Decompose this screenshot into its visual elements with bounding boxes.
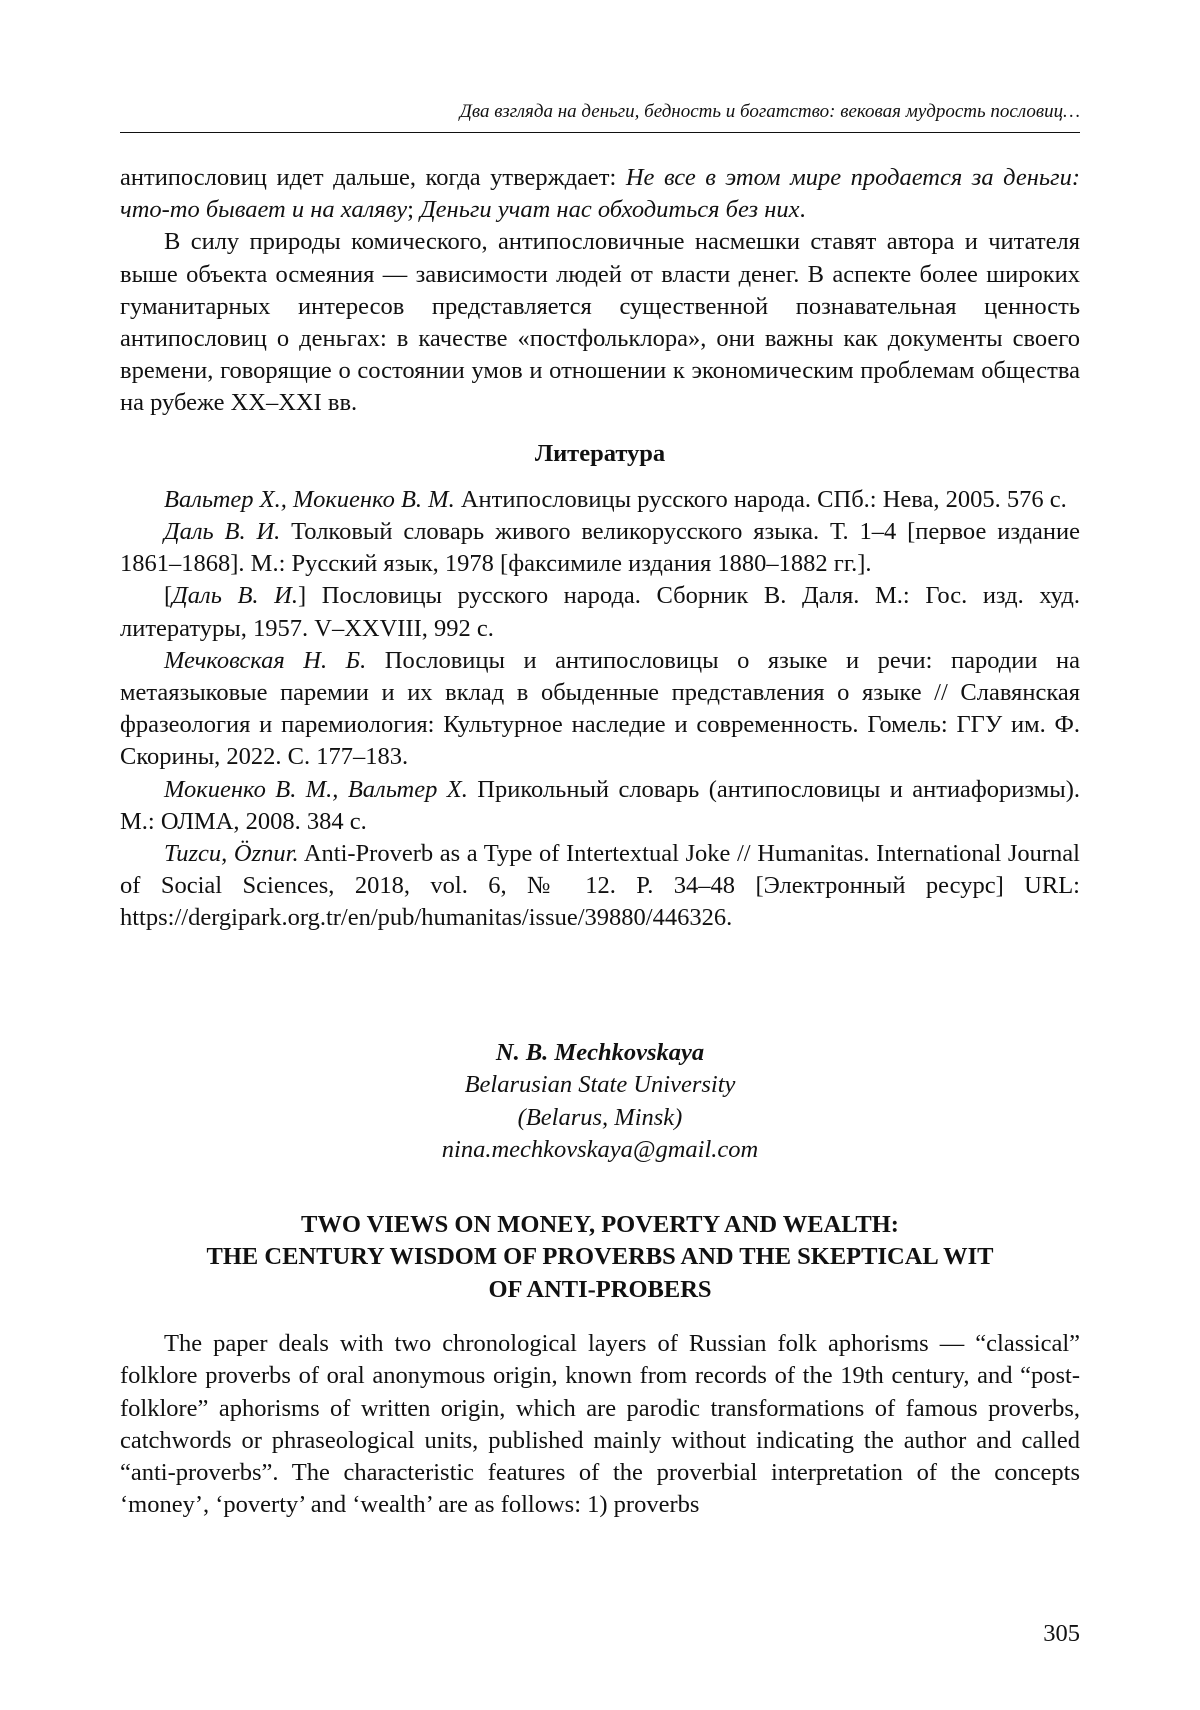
p1-lead: антипословиц идет дальше, когда утверждает: bbox=[120, 164, 626, 191]
reference-author: Мечковская Н. Б. bbox=[164, 646, 367, 674]
author-location: (Belarus, Minsk) bbox=[517, 1103, 683, 1131]
reference-author: Вальтер Х., Мокиенко В. М. bbox=[164, 485, 455, 513]
p1-quote-1: Не все в этом мире продается за деньги: что-то бывает и на халяву bbox=[120, 164, 1080, 224]
reference-text: Anti-Proverb as a Type of Intertextual Joke // Humanitas. International Journal of Social Sciences, 2018, vol. 6, № 12. P. 34–48 [Электронный ресурс] URL: https://dergipark.org.tr/en/pub/humanitas/issue/39880/446326. bbox=[120, 840, 1080, 932]
page-number: 305 bbox=[1043, 1620, 1080, 1647]
reference-item bbox=[120, 838, 1080, 935]
reference-text: Толковый словарь живого великорусского языка. Т. 1–4 [первое издание 1861–1868]. М.: Русский язык, 1978 [факсимиле издания 1880–1882 гг.]. bbox=[120, 518, 1080, 578]
abstract-paragraph: The paper deals with two chronological layers of Russian folk aphorisms — “classical” folklore proverbs of oral anonymous origin, known from records of the 19th century, and “post-folklore” aphorisms of written origin, which are parodic transformations of famous proverbs, catchwords or phraseological units, published mainly without indicating the author and called “anti-proverbs”. The characteristic features of the proverbial interpretation of the concepts ‘money’, ‘poverty’ and ‘wealth’ are as follows: 1) proverbs bbox=[120, 1330, 1080, 1519]
reference-text: Пословицы и антипословицы о языке и речи: пародии на метаязыковые паремии и их вклад в обыденные представления о языке // Славянская фразеология и паремиология: Культурное наследие и современность. Гомель: ГГУ им. Ф. Скорины, 2022. С. 177–183. bbox=[120, 646, 1080, 771]
author-block bbox=[120, 1037, 1080, 1167]
paper-title-line: THE CENTURY WISDOM OF PROVERBS AND THE SKEPTICAL WIT bbox=[206, 1243, 994, 1271]
header-rule bbox=[120, 132, 1080, 133]
references-list bbox=[120, 484, 1080, 935]
reference-item bbox=[120, 774, 1080, 838]
page-content bbox=[120, 162, 1080, 1521]
reference-author: Даль В. И. bbox=[172, 582, 298, 610]
reference-text: Антипословицы русского народа. СПб.: Нева, 2005. 576 с. bbox=[454, 485, 1067, 513]
author-affiliation: Belarusian State University bbox=[464, 1071, 736, 1099]
reference-author: Tuzcu, Öznur. bbox=[164, 840, 299, 868]
author-name: N. B. Mechkovskaya bbox=[495, 1038, 705, 1066]
reference-bracket-close: ] bbox=[297, 582, 307, 610]
reference-item bbox=[120, 645, 1080, 774]
reference-author: Даль В. И. bbox=[164, 518, 281, 546]
body-paragraph-1 bbox=[120, 162, 1080, 226]
paper-title bbox=[120, 1209, 1080, 1307]
reference-text: Прикольный словарь (антипословицы и антиафоризмы). М.: ОЛМА, 2008. 384 с. bbox=[120, 775, 1080, 835]
reference-item bbox=[120, 516, 1080, 580]
p1-quote-2: Деньги учат нас обходиться без них bbox=[420, 196, 800, 224]
reference-author: Мокиенко В. М., Вальтер Х. bbox=[164, 775, 468, 803]
reference-item bbox=[120, 484, 1080, 516]
p1-separator: ; bbox=[407, 196, 421, 224]
paper-title-line: OF ANTI-PROBERS bbox=[488, 1275, 712, 1303]
paper-title-line: TWO VIEWS ON MONEY, POVERTY AND WEALTH: bbox=[301, 1210, 899, 1238]
p1-end: . bbox=[799, 196, 806, 224]
body-paragraph-2: В силу природы комического, антипословичные насмешки ставят автора и читателя выше объекта осмеяния — зависимости людей от власти денег. В аспекте более широких гуманитарных интересов представляется существенной познавательная ценность антипословиц о деньгах: в качестве «постфольклора», они важны как документы своего времени, говорящие о состоянии умов и отношении к экономическим проблемам общества на рубеже XX–XXI вв. bbox=[120, 228, 1080, 417]
author-email: nina.mechkovskaya@gmail.com bbox=[441, 1136, 759, 1164]
reference-item bbox=[120, 580, 1080, 644]
references-heading: Литература bbox=[534, 439, 666, 467]
reference-text: Пословицы русского народа. Сборник В. Даля. М.: Гос. изд. худ. литературы, 1957. V–XXVIII, 992 с. bbox=[120, 582, 1080, 642]
running-header: Два взгляда на деньги, бедность и богатство: вековая мудрость пословиц… bbox=[459, 101, 1080, 122]
reference-bracket-open: [ bbox=[164, 582, 173, 610]
section-spacer bbox=[120, 935, 1080, 1037]
